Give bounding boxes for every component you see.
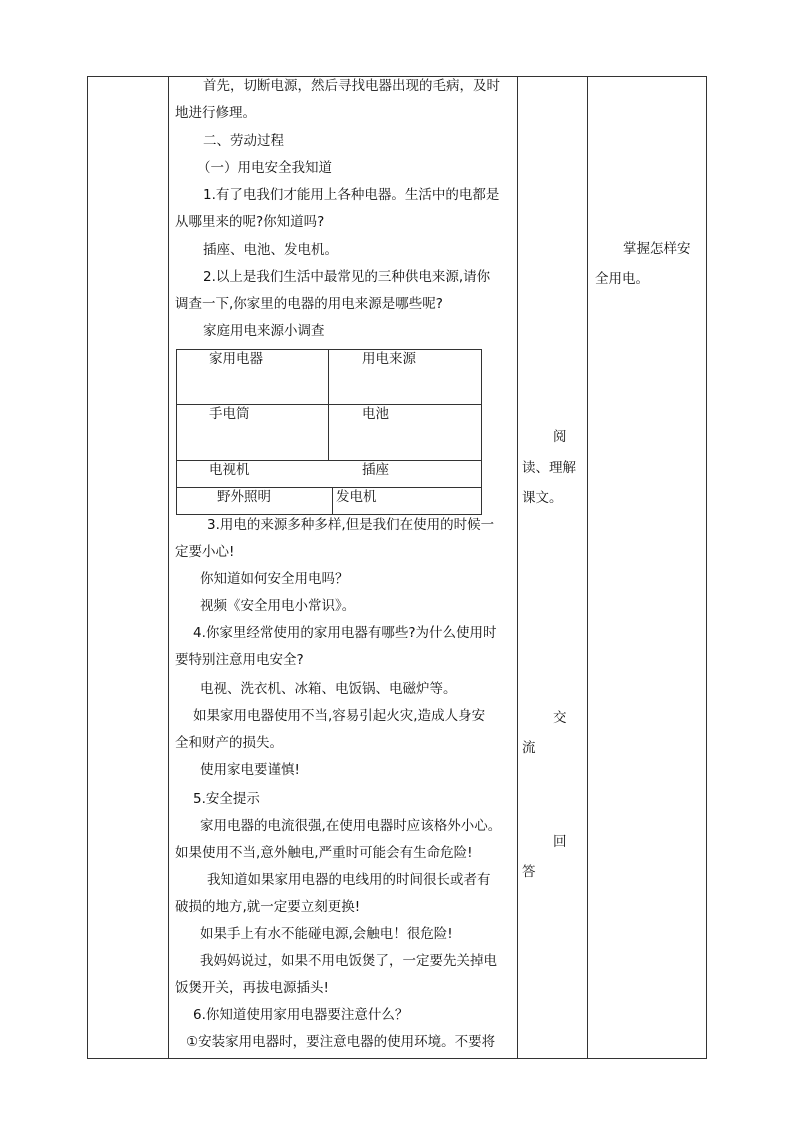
survey-cell: 电池: [362, 406, 389, 422]
text-line: 2.以上是我们生活中最常见的三种供电来源,请你: [203, 269, 491, 285]
text-line: 6.你知道使用家用电器要注意什么？: [193, 1007, 409, 1023]
section-heading: 5.安全提示: [193, 791, 260, 807]
activity-read: 课文。: [522, 490, 563, 506]
text-line: 地进行修理。: [175, 105, 256, 121]
survey-cell: 电视机: [209, 462, 250, 478]
text-line: 调查一下,你家里的电器的用电来源是哪些呢?: [175, 296, 443, 312]
text-line: 我知道如果家用电器的电线用的时间很长或者有: [207, 872, 491, 888]
text-line: 从哪里来的呢?你知道吗?: [175, 214, 325, 230]
survey-col-divider: [332, 487, 333, 515]
text-line: 插座、电池、发电机。: [203, 242, 338, 258]
survey-col-divider: [328, 349, 329, 461]
text-line: 饭煲开关，再拔电源插头!: [175, 980, 329, 996]
survey-header-appliance: 家用电器: [209, 351, 263, 367]
goal-text: 全用电。: [595, 271, 649, 287]
text-line: 定要小心!: [175, 544, 235, 560]
activity-answer: 答: [522, 864, 536, 880]
text-line: 如果手上有水不能碰电源,会触电！很危险!: [200, 926, 453, 942]
subsection-heading: （一）用电安全我知道: [197, 160, 332, 176]
activity-read: 读、理解: [522, 460, 576, 476]
text-line: 破损的地方,就一定要立刻更换!: [175, 899, 361, 915]
column-divider: [517, 76, 518, 1059]
goal-text: 掌握怎样安: [623, 241, 691, 257]
text-line: 3.用电的来源多种多样,但是我们在使用的时候一: [207, 517, 495, 533]
survey-cell: 发电机: [336, 489, 377, 505]
text-line: 首先，切断电源，然后寻找电器出现的毛病，及时: [203, 78, 500, 94]
text-line: 电视、洗衣机、冰箱、电饭锅、电磁炉等。: [200, 681, 457, 697]
text-line: 如果使用不当,意外触电,严重时可能会有生命危险!: [175, 845, 473, 861]
text-line: 家用电器的电流很强,在使用电器时应该格外小心。: [200, 818, 502, 834]
table-caption: 家庭用电来源小调查: [203, 323, 325, 339]
text-line: 4.你家里经常使用的家用电器有哪些?为什么使用时: [193, 625, 497, 641]
text-line: 我妈妈说过，如果不用电饭煲了，一定要先关掉电: [200, 953, 497, 969]
survey-header-source: 用电来源: [362, 351, 416, 367]
survey-cell: 野外照明: [217, 489, 271, 505]
column-divider: [587, 76, 588, 1059]
activity-answer: 回: [553, 834, 567, 850]
text-line: 如果家用电器使用不当,容易引起火灾,造成人身安: [193, 708, 486, 724]
text-line: 1.有了电我们才能用上各种电器。生活中的电都是: [203, 187, 500, 203]
video-reference: 视频《安全用电小常识》。: [200, 598, 356, 614]
activity-read: 阅: [553, 429, 567, 445]
text-line: 使用家电要谨慎!: [200, 762, 300, 778]
text-line: ①安装家用电器时，要注意电器的使用环境。不要将: [186, 1034, 496, 1050]
survey-table: [176, 349, 482, 515]
activity-discuss: 交: [553, 710, 567, 726]
survey-cell: 手电筒: [209, 406, 250, 422]
text-line: 要特别注意用电安全?: [175, 652, 304, 668]
section-heading: 二、劳动过程: [203, 133, 284, 149]
survey-cell: 插座: [362, 462, 389, 478]
text-line: 全和财产的损失。: [175, 735, 283, 751]
text-line: 你知道如何安全用电吗？: [200, 571, 349, 587]
activity-discuss: 流: [522, 740, 536, 756]
